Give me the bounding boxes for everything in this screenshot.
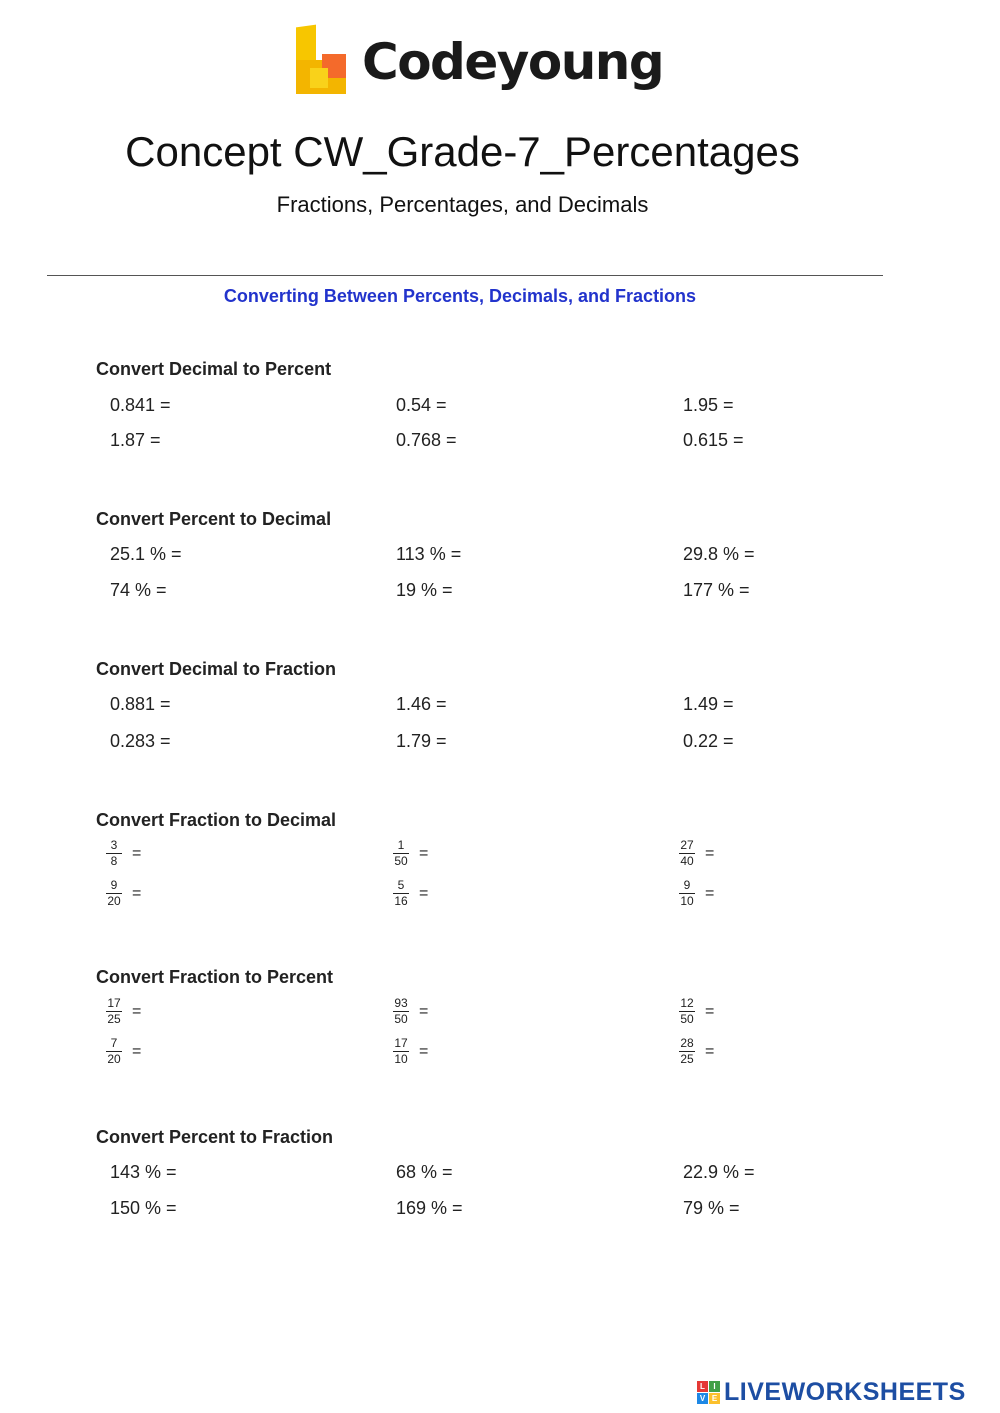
equals-sign: =: [705, 884, 715, 902]
fraction: $\frac{28}{25}$: [680, 1036, 694, 1066]
problem-text[interactable]: 22.9 % =: [683, 1162, 755, 1182]
problem-text[interactable]: 0.615 =: [683, 430, 744, 450]
fraction-problem[interactable]: [679, 879, 714, 908]
fraction: $\frac{9}{10}$: [680, 878, 694, 908]
page-title: Concept CW_Grade-7_Percentages: [125, 128, 800, 175]
problem-text[interactable]: 29.8 % =: [683, 544, 755, 564]
section-title-fraction-to-percent: Convert Fraction to Percent: [96, 967, 334, 987]
equals-sign: =: [705, 844, 715, 862]
fraction: $\frac{3}{8}$: [106, 839, 122, 868]
equals-sign: =: [132, 844, 142, 862]
problem-text[interactable]: 150 % =: [110, 1198, 177, 1218]
liveworksheets-wordmark: LIVEWORKSHEETS: [724, 1378, 966, 1406]
fraction: $\frac{12}{50}$: [680, 996, 694, 1026]
fraction: $\frac{5}{16}$: [394, 878, 408, 908]
fraction: $\frac{17}{25}$: [107, 996, 121, 1026]
problem-text[interactable]: 0.54 =: [396, 395, 447, 415]
fraction-problem[interactable]: [106, 839, 141, 868]
equals-sign: =: [705, 1002, 715, 1020]
equals-sign: =: [132, 884, 142, 902]
logo-letter: I: [709, 1381, 720, 1392]
section-title-decimal-to-percent: Convert Decimal to Percent: [96, 359, 332, 379]
fraction-problem[interactable]: [106, 1037, 141, 1066]
fraction-problem[interactable]: [679, 1037, 714, 1066]
problem-text[interactable]: 79 % =: [683, 1198, 740, 1218]
problem-text[interactable]: 0.22 =: [683, 731, 734, 751]
problem-text[interactable]: 0.881 =: [110, 694, 171, 714]
codeyoung-logo-icon: [292, 24, 352, 100]
codeyoung-logo: [292, 22, 663, 102]
problem-text[interactable]: 0.768 =: [396, 430, 457, 450]
problem-text[interactable]: 25.1 % =: [110, 544, 182, 564]
logo-letter: L: [697, 1381, 708, 1392]
fraction: $\frac{1}{50}$: [394, 838, 408, 868]
problem-text[interactable]: 1.49 =: [683, 694, 734, 714]
problem-text[interactable]: 0.283 =: [110, 731, 171, 751]
equals-sign: =: [132, 1042, 142, 1060]
fraction-problem[interactable]: [393, 1037, 428, 1066]
liveworksheets-logo-icon: [697, 1381, 720, 1404]
equals-sign: =: [705, 1042, 715, 1060]
fraction: $\frac{17}{10}$: [394, 1036, 408, 1066]
equals-sign: =: [419, 884, 429, 902]
fraction-problem[interactable]: [393, 997, 428, 1026]
fraction: $\frac{27}{40}$: [680, 838, 694, 868]
fraction: $\frac{9}{20}$: [107, 878, 121, 908]
equals-sign: =: [419, 1002, 429, 1020]
problem-text[interactable]: 19 % =: [396, 580, 453, 600]
logo-letter: V: [697, 1393, 708, 1404]
section-title-percent-to-decimal: Convert Percent to Decimal: [96, 509, 332, 529]
equals-sign: =: [419, 844, 429, 862]
section-title-fraction-to-decimal: Convert Fraction to Decimal: [96, 810, 337, 830]
problem-text[interactable]: 113 % =: [396, 544, 462, 564]
equals-sign: =: [132, 1002, 142, 1020]
problem-text[interactable]: 1.95 =: [683, 395, 734, 415]
fraction-problem[interactable]: [679, 839, 714, 868]
problem-text[interactable]: 143 % =: [110, 1162, 177, 1182]
problem-text[interactable]: 68 % =: [396, 1162, 453, 1182]
liveworksheets-footer: [697, 1378, 966, 1407]
problem-text[interactable]: 1.87 =: [110, 430, 161, 450]
section-title-decimal-to-fraction: Convert Decimal to Fraction: [96, 659, 337, 679]
logo-letter: E: [709, 1393, 720, 1404]
fraction: $\frac{7}{20}$: [107, 1036, 121, 1066]
problem-text[interactable]: 0.841 =: [110, 395, 171, 415]
problem-text[interactable]: 1.46 =: [396, 694, 447, 714]
section-title-percent-to-fraction: Convert Percent to Fraction: [96, 1127, 334, 1147]
fraction-problem[interactable]: [679, 997, 714, 1026]
worksheet-heading: Converting Between Percents, Decimals, and Fractions: [223, 286, 697, 306]
problem-text[interactable]: 1.79 =: [396, 731, 447, 751]
problem-text[interactable]: 177 % =: [683, 580, 750, 600]
divider: [47, 275, 883, 276]
equals-sign: =: [419, 1042, 429, 1060]
fraction-problem[interactable]: [393, 839, 428, 868]
fraction: $\frac{93}{50}$: [394, 996, 408, 1026]
fraction-problem[interactable]: [393, 879, 428, 908]
logo-wordmark: Codeyoung: [362, 33, 664, 91]
fraction-problem[interactable]: [106, 879, 141, 908]
fraction-problem[interactable]: [106, 997, 141, 1026]
problem-text[interactable]: 74 % =: [110, 580, 167, 600]
problem-text[interactable]: 169 % =: [396, 1198, 463, 1218]
page-subtitle: Fractions, Percentages, and Decimals: [276, 192, 649, 217]
